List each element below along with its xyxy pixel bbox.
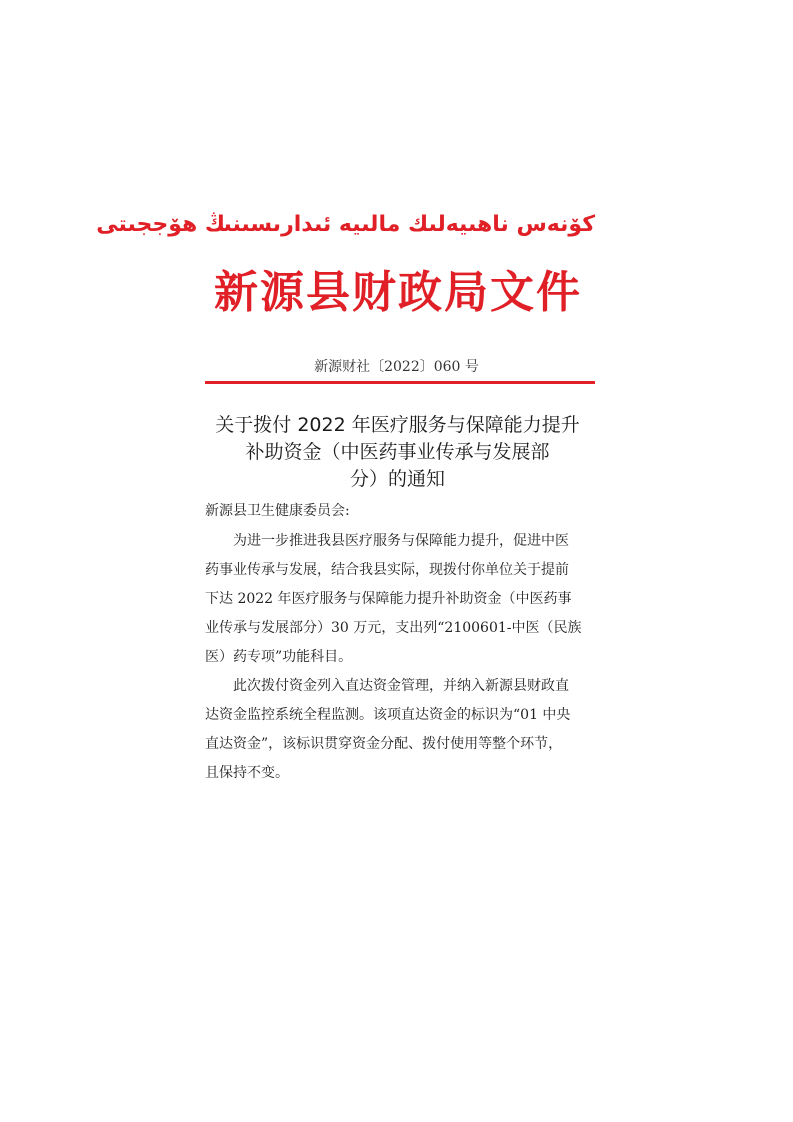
issuer-title: 新源县财政局文件	[214, 267, 582, 318]
paragraph-line: 此次拨付资金列入直达资金管理，并纳入新源县财政直	[205, 678, 569, 694]
paragraph-line: 下达 2022 年医疗服务与保障能力提升补助资金（中医药事	[205, 591, 572, 607]
body-paragraph-2	[205, 672, 595, 788]
document-number: 新源财社〔2022〕060 号	[314, 359, 479, 375]
paragraph-line: 且保持不变。	[205, 765, 289, 781]
recipient-line: 新源县卫生健康委员会:	[205, 503, 350, 519]
paragraph-line: 药事业传承与发展，结合我县实际，现拨付你单位关于提前	[205, 562, 569, 578]
body-paragraph-1	[205, 527, 595, 672]
title-line: 分）的通知	[349, 468, 445, 490]
paragraph-line: 为进一步推进我县医疗服务与保障能力提升，促进中医	[205, 533, 569, 549]
title-line: 补助资金（中医药事业传承与发展部	[245, 441, 550, 463]
paragraph-line: 医）药专项”功能科目。	[205, 649, 353, 665]
paragraph-line: 达资金监控系统全程监测。该项直达资金的标识为“01 中央	[205, 707, 571, 723]
uyghur-issuer-title: كۆنەس ناھىيەلىك مالىيە ئىدارىسىنىڭ ھۆججىتى	[96, 212, 595, 237]
paragraph-line: 直达资金”，该标识贯穿资金分配、拨付使用等整个环节，	[205, 736, 563, 752]
document-title	[200, 412, 595, 493]
paragraph-line: 业传承与发展部分）30 万元，支出列“2100601-中医（民族	[205, 620, 582, 636]
red-divider-line	[205, 381, 595, 384]
title-line: 关于拨付 2022 年医疗服务与保障能力提升	[215, 414, 580, 436]
